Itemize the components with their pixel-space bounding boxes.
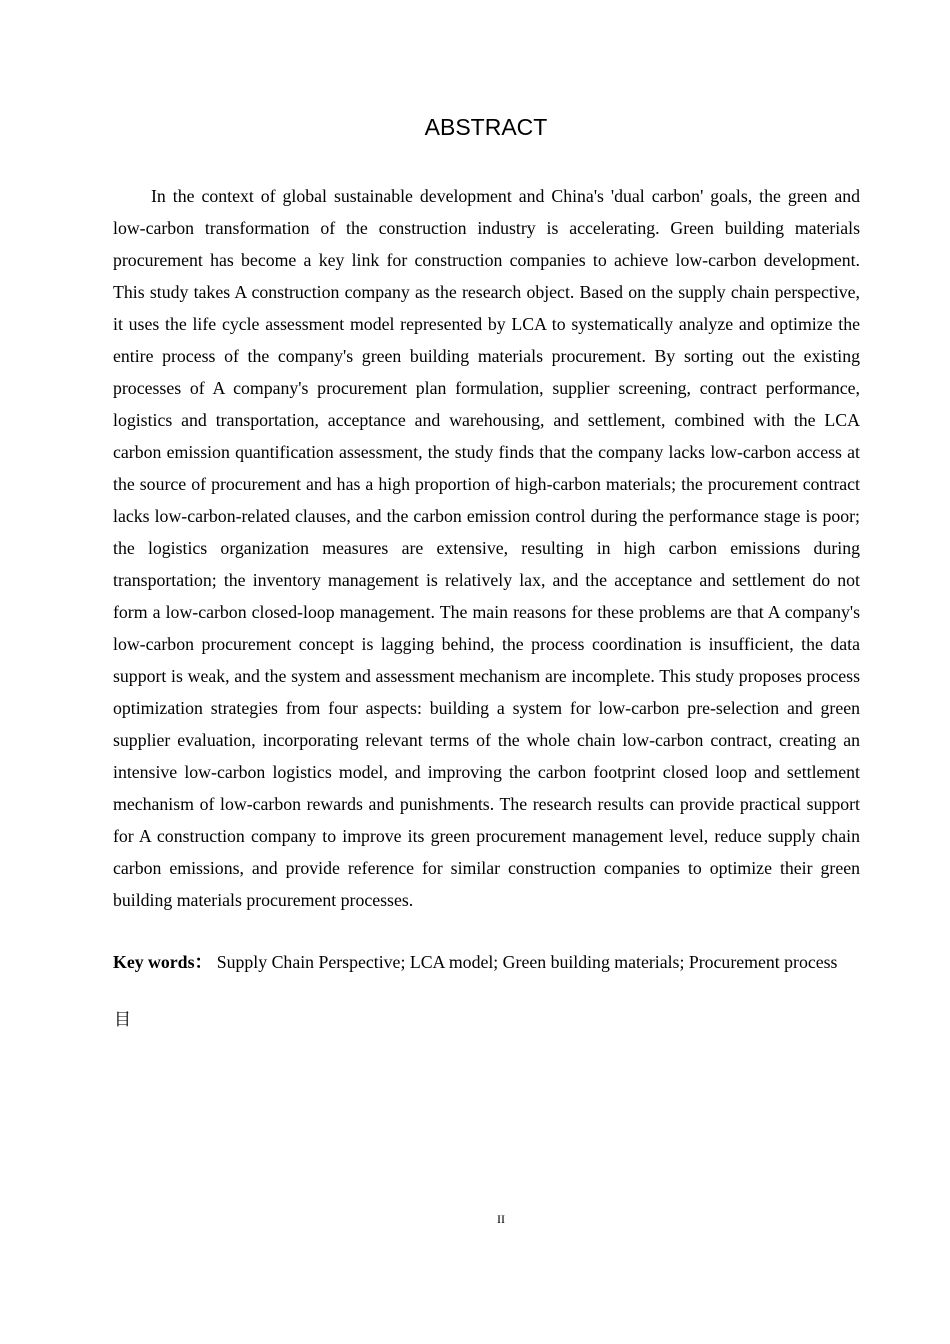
keywords-label: Key words：: [113, 952, 213, 972]
abstract-body: In the context of global sustainable development and China's 'dual carbon' goals, the green and low-carbon transformation of the construction industry is accelerating. Green building materials procurement has become a key link for construction companies to achieve low-carbon development. This study takes A construction company as the research object. Based on the supply chain perspective, it uses the life cycle assessment model represented by LCA to systematically analyze and optimize the entire process of the company's green building materials procurement. By sorting out the existing processes of A company's procurement plan formulation, supplier screening, contract performance, logistics and transportation, acceptance and warehousing, and settlement, combined with the LCA carbon emission quantification assessment, the study finds that the company lacks low-carbon access at the source of procurement and has a high proportion of high-carbon materials; the procurement contract lacks low-carbon-related clauses, and the carbon emission control during the performance stage is poor; the logistics organization measures are extensive, resulting in high carbon emissions during transportation; the inventory management is relatively lax, and the acceptance and settlement do not form a low-carbon closed-loop management. The main reasons for these problems are that A company's low-carbon procurement concept is lagging behind, the process coordination is insufficient, the data support is weak, and the system and assessment mechanism are incomplete. This study proposes process optimization strategies from four aspects: building a system for low-carbon pre-selection and green supplier evaluation, incorporating relevant terms of the whole chain low-carbon contract, creating an intensive low-carbon logistics model, and improving the carbon footprint closed loop and settlement mechanism of low-carbon rewards and punishments. The research results can provide practical support for A construction company to improve its green procurement management level, reduce supply chain carbon emissions, and provide reference for similar construction companies to optimize their green building materials procurement processes.: [113, 186, 860, 910]
abstract-title: ABSTRACT: [424, 114, 548, 140]
keywords-paragraph: [113, 946, 860, 978]
keywords-text: Supply Chain Perspective; LCA model; Green building materials; Procurement process: [212, 952, 838, 972]
page-number: II: [497, 1212, 505, 1226]
toc-heading-fragment: 目: [114, 1010, 131, 1030]
